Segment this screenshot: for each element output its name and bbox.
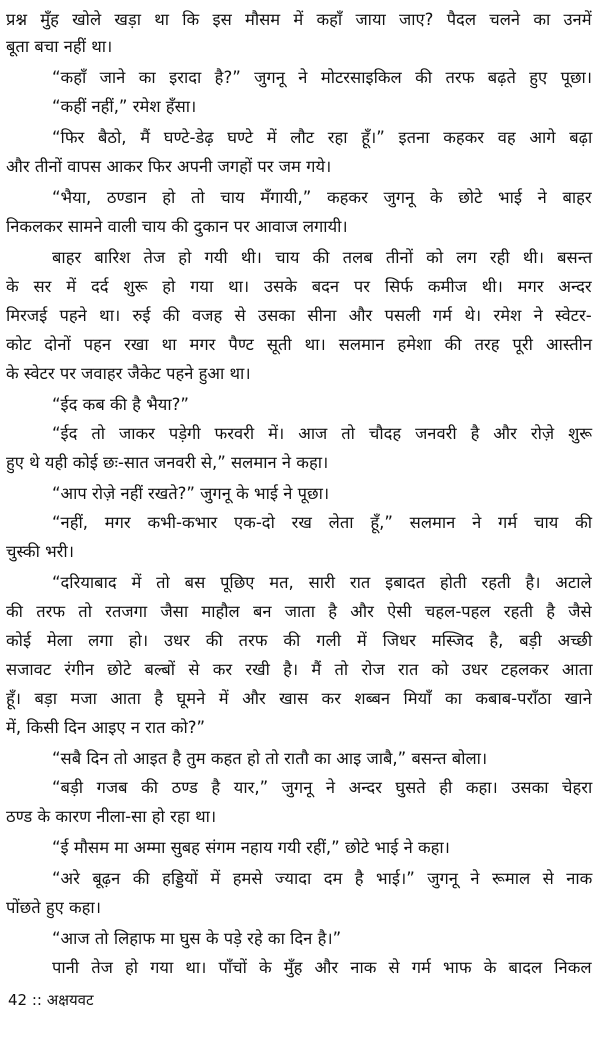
text-line: “ई मौसम मा अम्मा सुबह संगम नहाय गयी रहीं,” छोटे भाई ने कहा।: [52, 838, 450, 857]
text-line: और तीनों वापस आकर फिर अपनी जगहों पर जम गये।: [6, 157, 332, 176]
text-line: “सबै दिन तो आइत है तुम कहत हो तो रातौ का आइ जाबै,” बसन्त बोला।: [52, 749, 488, 768]
text-line: बूता बचा नहीं था।: [6, 37, 113, 56]
text-line: के सर में दर्द शुरू हो गया था। उसके बदन पर सिर्फ कमीज थी। मगर अन्दर: [6, 277, 592, 296]
text-line: कोई मेला लगा हो। उधर की तरफ की गली में जिधर मस्जिद है, बड़ी अच्छी: [6, 631, 593, 650]
text-line: “कहीं नहीं,” रमेश हँसा।: [52, 97, 197, 116]
text-line: निकलकर सामने वाली चाय की दुकान पर आवाज लगायी।: [6, 217, 348, 236]
text-line: के स्वेटर पर जवाहर जैकेट पहने हुआ था।: [6, 364, 251, 383]
text-line: बाहर बारिश तेज हो गयी थी। चाय की तलब तीनों को लग रही थी। बसन्त: [52, 248, 593, 267]
text-line: पानी तेज हो गया था। पाँचों के मुँह और नाक से गर्म भाफ के बादल निकल: [52, 958, 592, 977]
text-line: सजावट रंगीन छोटे बल्बों से कर रखी है। मैं तो रोज रात को उधर टहलकर आता: [6, 660, 593, 679]
text-line: “ईद कब की है भैया?”: [52, 395, 189, 414]
text-line: “दरियाबाद में तो बस पूछिए मत, सारी रात इबादत होती रहती है। अटाले: [52, 573, 592, 592]
text-line: पोंछते हुए कहा।: [6, 898, 101, 917]
text-line: “बड़ी गजब की ठण्ड है यार,” जुगनू ने अन्दर घुसते ही कहा। उसका चेहरा: [52, 778, 593, 797]
text-line: “कहाँ जाने का इरादा है?” जुगनू ने मोटरसाइकिल की तरफ बढ़ते हुए पूछा।: [52, 68, 593, 87]
text-line: हूँ। बड़ा मजा आता है घूमने में और खास कर शब्बन मियाँ का कबाब-पराँठा खाने: [6, 689, 592, 708]
text-line: की तरफ तो रतजगा जैसा माहौल बन जाता है और ऐसी चहल-पहल रहती है जैसे: [6, 602, 592, 621]
text-line: ठण्ड के कारण नीला-सा हो रहा था।: [6, 807, 217, 826]
text-line: “अरे बूढ़न की हड्डियों में हमसे ज्यादा दम है भाई।” जुगनू ने रूमाल से नाक: [52, 869, 593, 888]
text-line: “आज तो लिहाफ मा घुस के पड़े रहे का दिन है।”: [52, 929, 342, 948]
text-line: चुस्की भरी।: [6, 542, 74, 561]
page-footer: 42 :: अक्षयवट: [8, 991, 94, 1009]
text-line: “फिर बैठो, मैं घण्टे-डेढ़ घण्टे में लौट रहा हूँ।” इतना कहकर वह आगे बढ़ा: [52, 128, 593, 147]
text-line: हुए थे यही कोई छः-सात जनवरी से,” सलमान ने कहा।: [6, 453, 329, 472]
text-line: “भैया, ठण्डान हो तो चाय मँगायी,” कहकर जुगनू के छोटे भाई ने बाहर: [52, 188, 592, 207]
text-line: “नहीं, मगर कभी-कभार एक-दो रख लेता हूँ,” सलमान ने गर्म चाय की: [52, 513, 593, 532]
text-line: कोट दोनों पहन रखा था मगर पैण्ट सूती था। सलमान हमेशा की तरह पूरी आस्तीन: [6, 335, 593, 354]
text-line: “आप रोज़े नहीं रखते?” जुगनू के भाई ने पूछा।: [52, 484, 330, 503]
text-line: प्रश्न मुँह खोले खड़ा था कि इस मौसम में कहाँ जाया जाए? पैदल चलने का उनमें: [6, 10, 592, 29]
text-line: “ईद तो जाकर पड़ेगी फरवरी में। आज तो चौदह जनवरी है और रोज़े शुरू: [52, 424, 593, 443]
text-line: में, किसी दिन आइए न रात को?”: [6, 718, 206, 737]
text-line: मिरजई पहने था। रुई की वजह से उसका सीना और पसली गर्म थे। रमेश ने स्वेटर-: [6, 306, 592, 325]
